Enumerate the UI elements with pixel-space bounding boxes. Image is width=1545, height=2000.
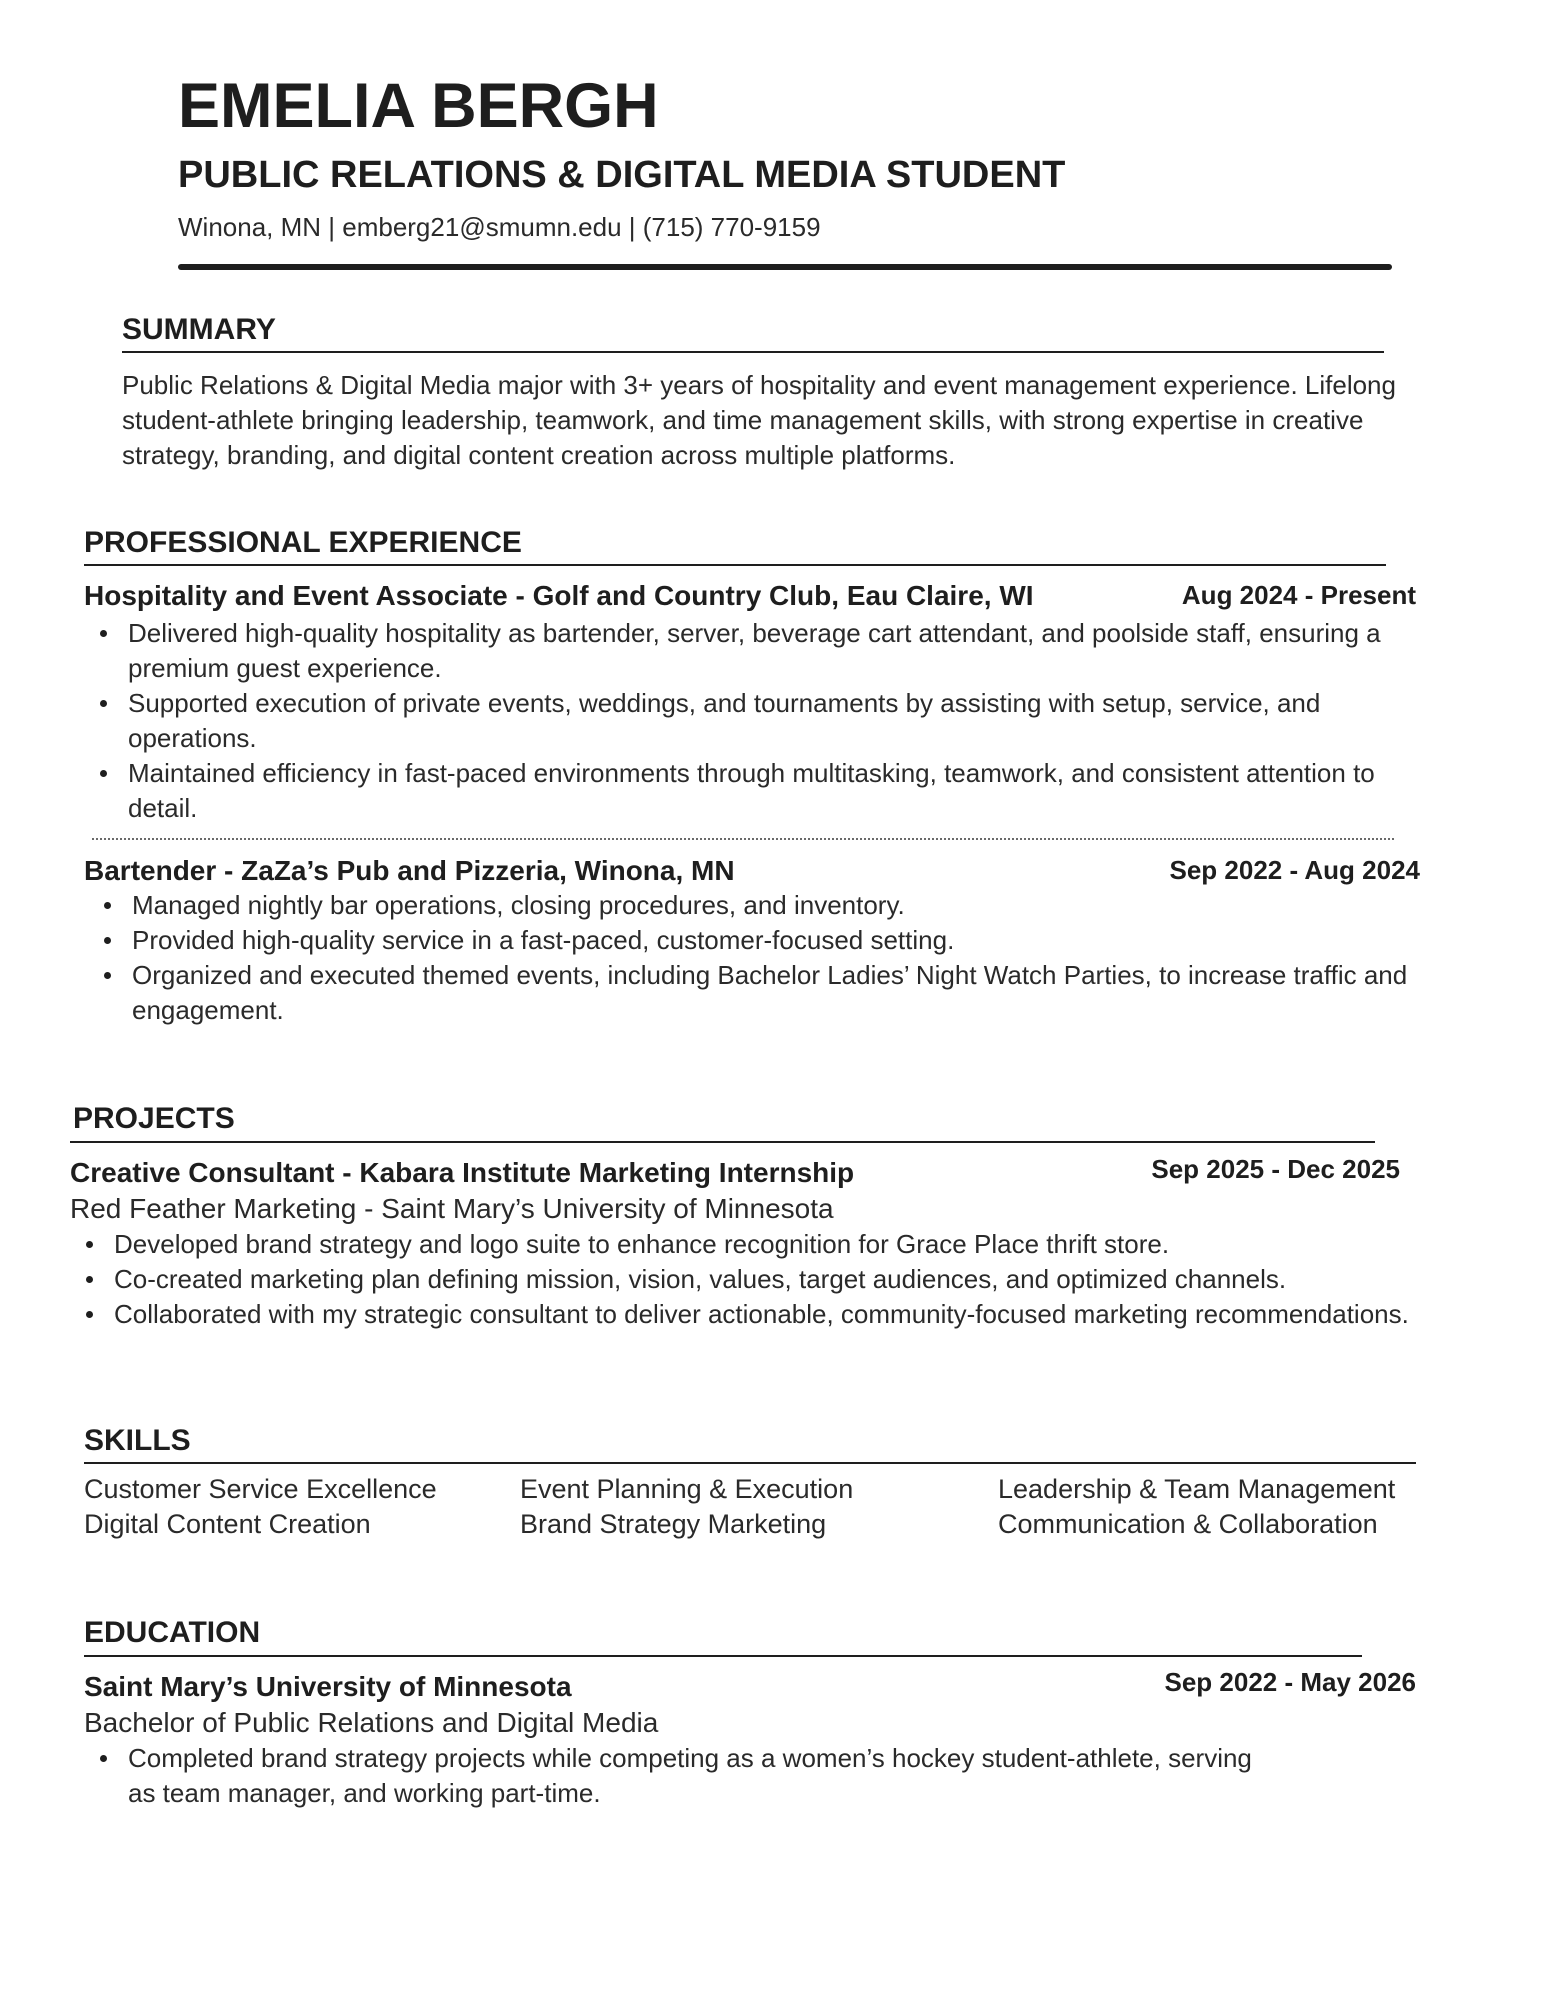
skills-divider <box>84 1462 1416 1464</box>
skills-heading: SKILLS <box>84 1424 191 1457</box>
projects-divider <box>70 1141 1375 1143</box>
skill-item: Communication & Collaboration <box>998 1509 1378 1539</box>
education-bullets <box>84 1741 1274 1811</box>
summary-text: Public Relations & Digital Media major with 3+ years of hospitality and event management experience. Lifelong student-athlete bringing leadership, teamwork, and time management skills, with strong expertise in creative strategy, branding, and digital content creation across multiple platforms. <box>122 370 1396 470</box>
project-bullets <box>70 1227 1410 1332</box>
skills-column <box>998 1472 1395 1542</box>
job-separator <box>92 838 1394 840</box>
skill-item: Leadership & Team Management <box>998 1474 1396 1504</box>
summary-heading: SUMMARY <box>122 313 276 346</box>
education-dates: Sep 2022 - May 2026 <box>1164 1667 1416 1697</box>
education-heading: EDUCATION <box>84 1616 261 1649</box>
experience-heading: PROFESSIONAL EXPERIENCE <box>84 526 522 559</box>
job-dates: Aug 2024 - Present <box>1181 580 1416 610</box>
list-item: Delivered high-quality hospitality as bartender, server, beverage cart attendant, and poolside staff, ensuring a premium guest experience. <box>84 616 1414 686</box>
skills-column <box>84 1472 437 1542</box>
project-dates: Sep 2025 - Dec 2025 <box>1151 1154 1400 1184</box>
skill-item: Customer Service Excellence <box>84 1474 437 1504</box>
job-bullets <box>84 616 1414 826</box>
project-organization: Red Feather Marketing - Saint Mary’s University of Minnesota <box>70 1193 834 1224</box>
job-dates: Sep 2022 - Aug 2024 <box>1169 855 1420 885</box>
experience-divider <box>84 564 1386 566</box>
summary-divider <box>122 351 1384 353</box>
list-item: Managed nightly bar operations, closing procedures, and inventory. <box>88 888 1448 923</box>
list-item: Completed brand strategy projects while competing as a women’s hockey student-athlete, serving as team manager, and working part-time. <box>84 1741 1274 1811</box>
list-item: Maintained efficiency in fast-paced environments through multitasking, teamwork, and consistent attention to detail. <box>84 756 1414 826</box>
job-title: Bartender - ZaZa’s Pub and Pizzeria, Winona, MN <box>84 855 735 886</box>
list-item: Collaborated with my strategic consultant to deliver actionable, community-focused marketing recommendations. <box>70 1297 1410 1332</box>
degree-name: Bachelor of Public Relations and Digital Media <box>84 1707 659 1738</box>
list-item: Organized and executed themed events, including Bachelor Ladies’ Night Watch Parties, to increase traffic and engagement. <box>88 958 1448 1028</box>
school-name: Saint Mary’s University of Minnesota <box>84 1671 572 1702</box>
education-divider <box>84 1655 1362 1657</box>
skills-column <box>520 1472 853 1542</box>
list-item: Co-created marketing plan defining mission, vision, values, target audiences, and optimized channels. <box>70 1262 1410 1297</box>
project-title: Creative Consultant - Kabara Institute Marketing Internship <box>70 1157 855 1188</box>
skill-item: Digital Content Creation <box>84 1509 371 1539</box>
skill-item: Event Planning & Execution <box>520 1474 854 1504</box>
header-divider <box>178 264 1392 270</box>
job-bullets <box>88 888 1448 1028</box>
list-item: Developed brand strategy and logo suite to enhance recognition for Grace Place thrift store. <box>70 1227 1410 1262</box>
list-item: Provided high-quality service in a fast-paced, customer-focused setting. <box>88 923 1448 958</box>
contact-line: Winona, MN | emberg21@smumn.edu | (715) 770-9159 <box>178 212 821 242</box>
candidate-headline: PUBLIC RELATIONS & DIGITAL MEDIA STUDENT <box>178 154 1066 196</box>
projects-heading: PROJECTS <box>73 1102 235 1135</box>
candidate-name: EMELIA BERGH <box>178 71 659 141</box>
list-item: Supported execution of private events, weddings, and tournaments by assisting with setup, service, and operations. <box>84 686 1414 756</box>
skill-item: Brand Strategy Marketing <box>520 1509 827 1539</box>
job-title: Hospitality and Event Associate - Golf and Country Club, Eau Claire, WI <box>84 580 1034 611</box>
